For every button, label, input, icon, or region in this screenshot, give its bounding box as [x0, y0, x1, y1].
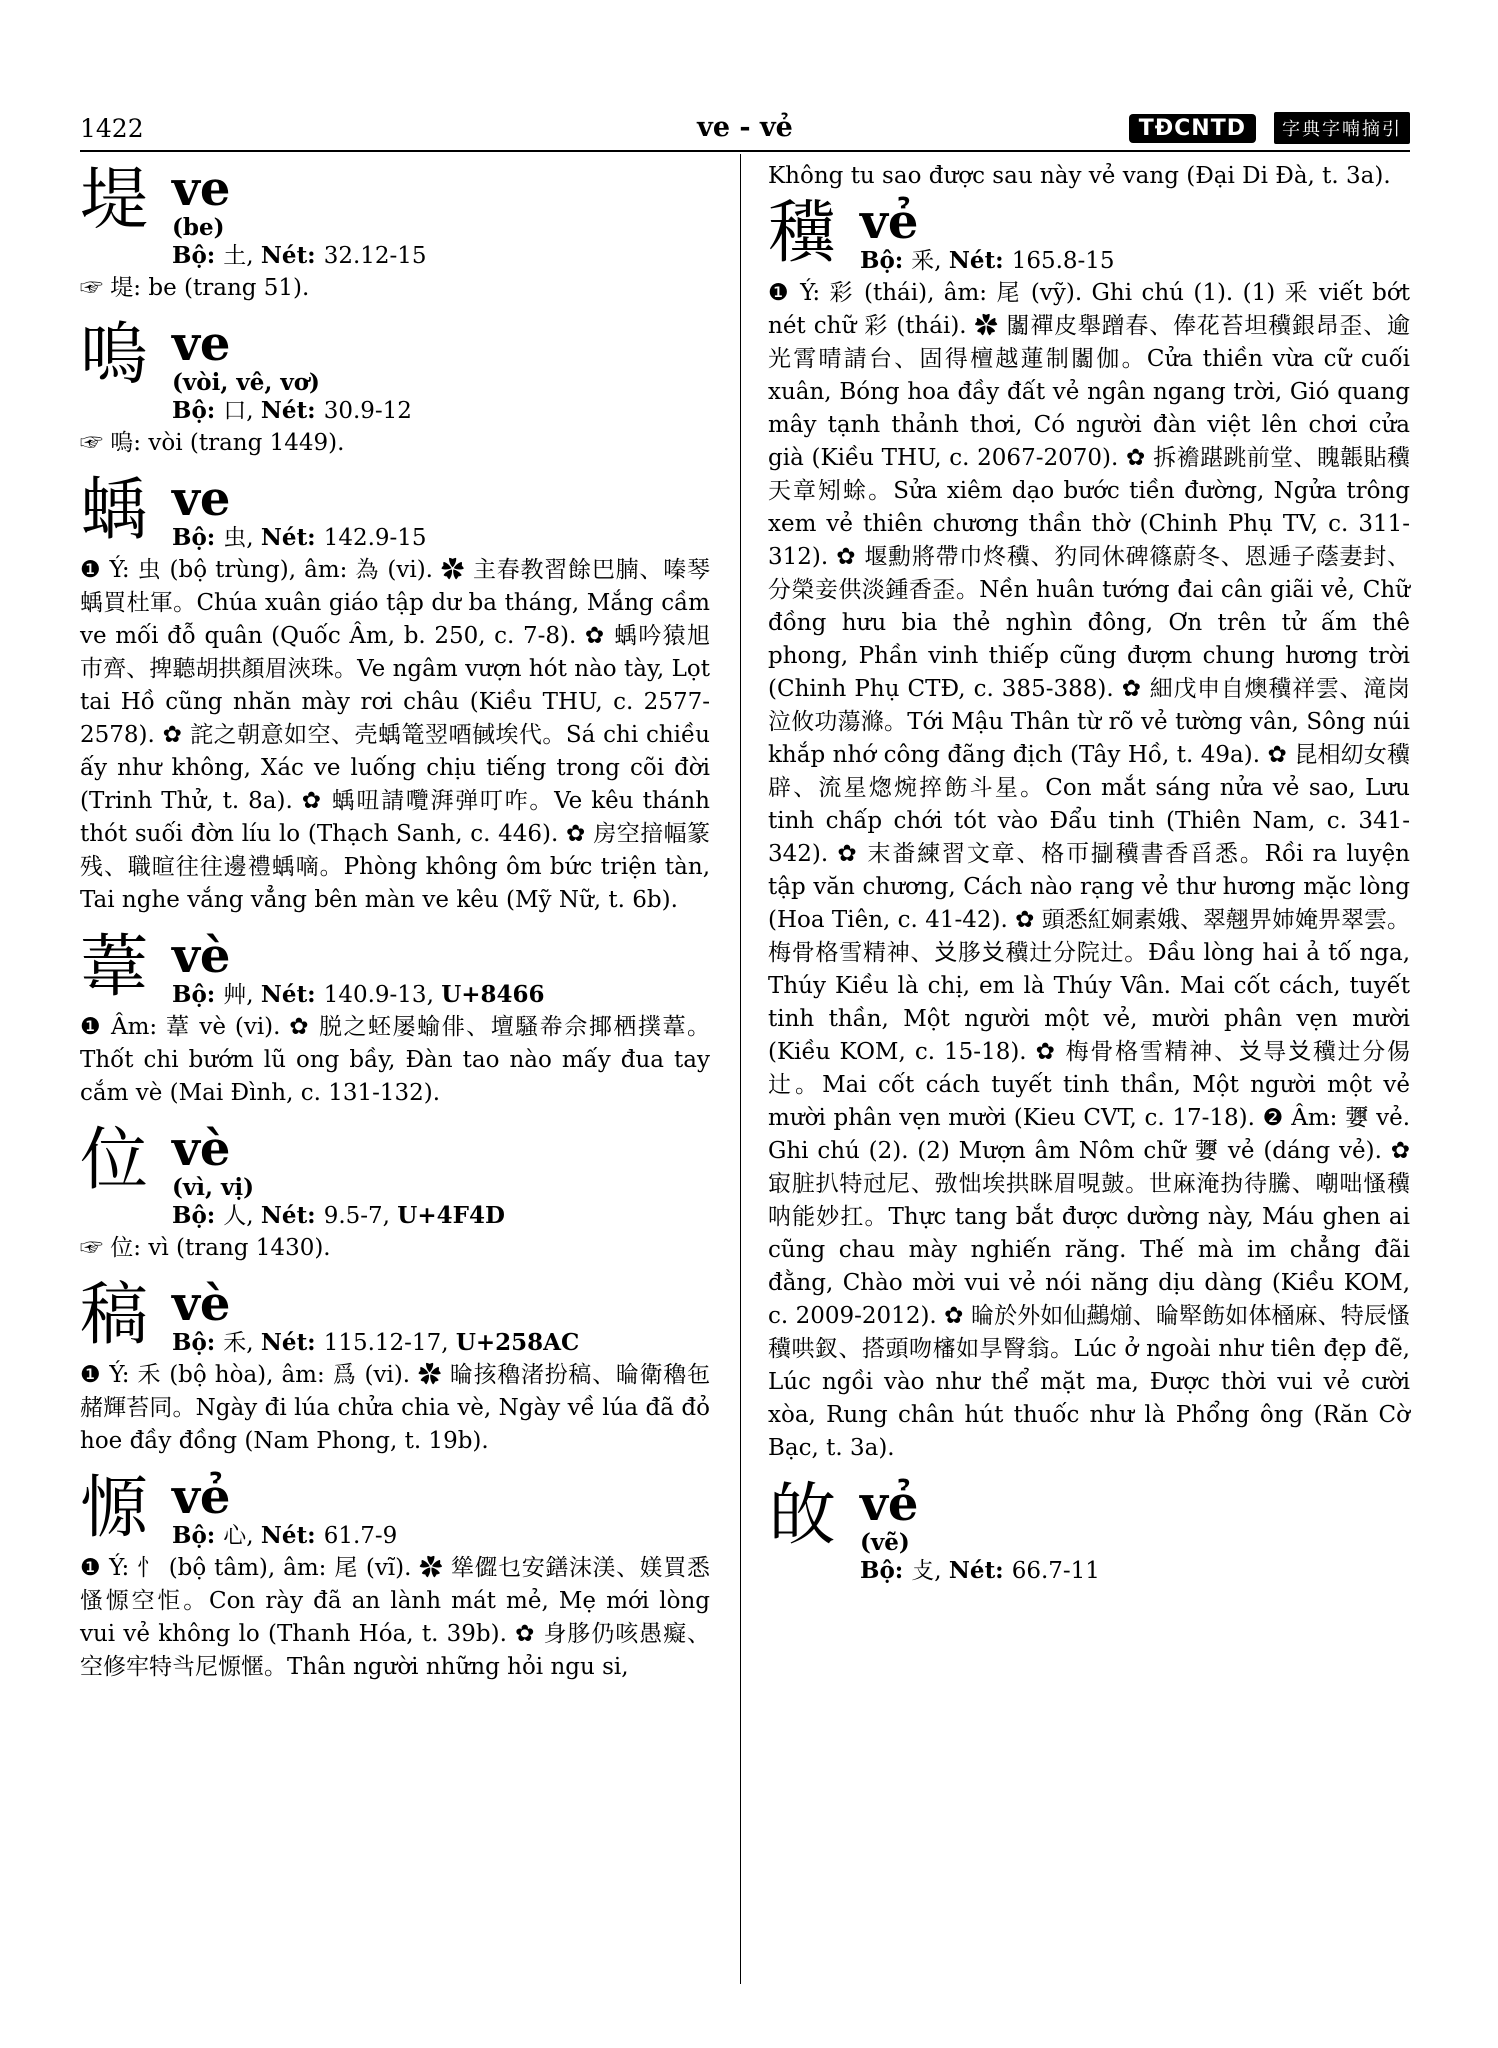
code-separator: ,: [441, 1330, 456, 1356]
entry-head: [768, 1475, 1410, 1585]
headword-reading: vẻ: [172, 1469, 231, 1525]
radical-label: Bộ:: [172, 1329, 224, 1356]
stroke-label: Nét:: [948, 1557, 1012, 1584]
header-rule: [80, 150, 1410, 152]
radical-stroke-info: [172, 242, 427, 270]
headword-character: 位: [80, 1121, 149, 1200]
unicode-code: U+258AC: [455, 1329, 580, 1356]
left-column: [80, 160, 710, 1694]
entry-head: [80, 1275, 710, 1357]
dictionary-entry: [80, 927, 710, 1110]
headword-character: 䆊: [768, 194, 837, 273]
radical-stroke-info: [172, 524, 427, 552]
stroke-value: 32.12-15: [323, 243, 427, 269]
alternate-readings: (be): [172, 214, 225, 241]
dictionary-entry: [768, 193, 1410, 1465]
alternate-readings: (vòi, vê, vơ): [172, 369, 320, 396]
right-column: [768, 160, 1410, 1595]
page-header: [80, 112, 1410, 152]
radical-label: Bộ:: [172, 524, 224, 551]
headword-block: [172, 160, 427, 270]
dictionary-entry: [768, 1475, 1410, 1585]
radical-stroke-info: [860, 247, 1115, 275]
stroke-label: Nét:: [260, 242, 324, 269]
headword-character: 蝺: [80, 471, 149, 550]
radical-value: 口,: [223, 398, 261, 424]
cross-reference: ☞ 嗚: vòi (trang 1449).: [80, 430, 345, 456]
headword-reading: vè: [172, 928, 231, 984]
headword-character: 㥳: [80, 1469, 149, 1548]
radical-value: 攴,: [911, 1558, 949, 1584]
headword-reading: vẻ: [860, 1476, 919, 1532]
stroke-value: 115.12-17: [323, 1330, 442, 1356]
running-title: ve - vẻ: [697, 112, 793, 143]
logo-dictionary-seal: 字典字喃摘引: [1274, 112, 1410, 144]
radical-label: Bộ:: [172, 1202, 224, 1229]
radical-stroke-info: [172, 1202, 505, 1230]
radical-stroke-info: [172, 1329, 579, 1357]
headword-block: [860, 1475, 1100, 1585]
definition-text: ❶ Ý: 禾 (bộ hòa), âm: 爲 (vi). ✿ 㫻㧡穭渚扮稿、㫻衛穭㐌赭輝苔同。Ngày đi lúa chửa chia vè, Ngày về lúa đã đỏ hoe đầy đồng (Nam Phong, t. 19b).: [80, 1362, 710, 1454]
stroke-value: 142.9-15: [323, 525, 427, 551]
definition-text: ❶ Ý: 忄 (bộ tâm), âm: 尾 (vĩ). ✿ 㹐㒊乜安鐥沫渼、媄買悉慅㥳空怇。Con rày đã an lành mát mẻ, Mẹ mới lòng vui vẻ không lo (Thanh Hóa, t. 39b). ✿ 身䏧仍咳愚癡、空修牢特㪲尼㥳㥾。Thân người những hỏi ngu si,: [80, 1555, 710, 1680]
alternate-readings: (vẽ): [860, 1529, 910, 1556]
definition-text: ❶ Ý: 彩 (thái), âm: 尾 (vỹ). Ghi chú (1). (1) 釆 viết bớt nét chữ 彩 (thái). ✿ 闟禪皮舉蹭春、俸花苔坦䆊銀昂歪、逾光霄晴請台、固得檀越蓮制闟伽。Cửa thiền vừa cữ cuối xuân, Bóng hoa đầy đất vẻ ngân ngang trời, Gió quang mây tạnh thảnh thơi, Có người đàn việt lên chơi cửa già (Kiều THU, c. 2067-2070). ✿ 拆襜踸跳前堂、䁛韔貼䆊天章矧蜍。Sửa xiêm dạo bước tiền đường, Ngửa trông xem vẻ thiên chương thần thờ (Chinh Phụ TV, c. 311-312). ✿ 堰勳將帶巾炵䆊、犳同休碑篠蔚冬、恩逓子蔭妻封、分榮妾供淡鍾香歪。Nền huân tướng đai cân giãi vẻ, Chữ đồng hưu bia thẻ nghìn đông, Ơn trên tử ấm thê phong, Phần vinh thiếp cũng đượm chung hương trời (Chinh Phụ CTĐ, c. 385-388). ✿ 細戊申自燠䆊祥雲、滝岗泣攸功蕩滌。Tới Mậu Thân từ rõ vẻ tường vân, Sông núi khắp nhớ công đãng địch (Tây Hồ, t. 49a). ✿ 昆相㓜女䆊辟、流星㷓焥捽飭斗星。Con mắt sáng nửa vẻ sao, Lưu tinh chấp chới tót vào Đẩu tinh (Thiên Nam, c. 341-342). ✿ 末畨練習文章、格帀㨽䆊書香㸓悉。Rồi ra luyện tập văn chương, Cách nào rạng vẻ thư hương mặc lòng (Hoa Tiên, c. 41-42). ✿ 頭悉紅姛素娥、翠翹畀姉㛪畀翠雲。梅骨格雪精神、𠬠䏧𠬠䆊辻分院辻。Đầu lòng hai ả tố nga, Thúy Kiều là chị, em là Thúy Vân. Mai cốt cách, tuyết tinh thần, Một người một vẻ, mười phân vẹn mười (Kiều KOM, c. 15-18). ✿ 梅骨格雪精神、𠬠㝵𠬠䆊辻分㑥辻。Mai cốt cách tuyết tinh thần, Một người một vẻ mười phân vẹn mười (Kieu CVT, c. 17-18). ❷ Âm: 㜷 vẻ. Ghi chú (2). (2) Mượn âm Nôm chữ 㜷 vẻ (dáng vẻ). ✿ 㝡脏扒特㝴尼、㢸㤕埃拱眯眉哯皷。世麻淹㧑待騰、嘲咄慅䆊呐能妙扛。Thực tang bắt được dường này, Máu ghen ai cũng chau mày nghiến răng. Thế mà im chẳng đãi đằng, Chào mời vui vẻ nói năng dịu dàng (Kiều KOM, c. 2009-2012). ✿ 㫻於外如仙䴏㷙、㫻㹂飭如体㮭麻、特辰慅䆊哄釵、搭頭吻㰂如㫗㬾翁。Lúc ở ngoài như tiên đẹp đẽ, Lúc ngồi vào như thể mặt ma, Được thời vui vẻ cười xòa, Rung chân hút thuốc như là Phổng ông (Răn Cờ Bạc, t. 3a).: [768, 280, 1410, 1461]
radical-stroke-info: [172, 981, 545, 1009]
stroke-label: Nét:: [260, 524, 324, 551]
logo-tdcntd: TĐCNTD: [1129, 114, 1256, 143]
headword-reading: ve: [172, 316, 231, 372]
page-number: 1422: [80, 114, 144, 143]
headword-character: 堤: [80, 161, 149, 240]
radical-label: Bộ:: [172, 242, 224, 269]
code-separator: ,: [382, 1203, 398, 1229]
radical-value: 土,: [223, 243, 261, 269]
radical-label: Bộ:: [172, 1522, 224, 1549]
headword-reading: ve: [172, 161, 231, 217]
stroke-label: Nét:: [260, 1522, 324, 1549]
radical-value: 虫,: [223, 525, 261, 551]
radical-stroke-info: [172, 1522, 397, 1550]
headword-block: [172, 1275, 579, 1357]
headword-block: [172, 470, 427, 552]
headword-block: [172, 1468, 397, 1550]
stroke-value: 9.5-7: [323, 1203, 383, 1229]
dictionary-entry: [80, 1468, 710, 1684]
stroke-label: Nét:: [260, 1202, 324, 1229]
stroke-value: 165.8-15: [1011, 248, 1115, 274]
cross-reference: ☞ 堤: be (trang 51).: [80, 275, 310, 301]
headword-character: 嗚: [80, 316, 149, 395]
definition-text: ❶ Ý: 虫 (bộ trùng), âm: 為 (vi). ✿ 主春教習餘巴腩、嗪琴蝺買杜軍。Chúa xuân giáo tập dư ba tháng, Mắng cầm ve mối đỗ quân (Quốc Âm, b. 250, c. 7-8). ✿ 蝺吟猿旭巿齊、捭聽胡拱顏眉浹珠。Ve ngâm vượn hót nào tày, Lọt tai Hồ cũng nhăn mày rơi châu (Kiều THU, c. 2577-2578). ✿ 詫之朝意如空、壳蝺篭翌唒戫埃代。Sá chi chiều ấy như không, Xác ve luống chịu tiếng trong cõi đời (Trinh Thử, t. 8a). ✿ 蝺吜請囕湃弹叮咋。Ve kêu thánh thót suối đờn líu lo (Thạch Sanh, c. 446). ✿ 房空揞幅篆残、職暄往往邊禮蝺嘀。Phòng không ôm bức triện tàn, Tai nghe vắng vẳng bên màn ve kêu (Mỹ Nữ, t. 6b).: [80, 557, 710, 913]
headword-character: 稿: [80, 1276, 149, 1355]
definition-text: ❶ Âm: 葦 vè (vi). ✿ 脱之蚽屡蝓俳、壇騷帣佘揶栖撲葦。Thốt chi bướm lũ ong bầy, Đàn tao nào mấy đua tay cắm vè (Mai Đình, c. 131-132).: [80, 1014, 710, 1106]
stroke-label: Nét:: [948, 247, 1012, 274]
radical-value: 禾,: [223, 1330, 261, 1356]
entry-head: [80, 1468, 710, 1550]
stroke-label: Nét:: [260, 981, 324, 1008]
entry-head: [768, 193, 1410, 275]
entry-head: [80, 315, 710, 425]
stroke-label: Nét:: [260, 397, 324, 424]
dictionary-entry: [80, 160, 710, 305]
radical-label: Bộ:: [860, 1557, 912, 1584]
stroke-label: Nét:: [260, 1329, 324, 1356]
stroke-value: 66.7-11: [1011, 1558, 1100, 1584]
stroke-value: 61.7-9: [323, 1523, 398, 1549]
headword-reading: vẻ: [860, 194, 919, 250]
dictionary-entry: [80, 1275, 710, 1458]
radical-value: 人,: [223, 1203, 261, 1229]
unicode-code: U+8466: [441, 981, 545, 1008]
headword-reading: ve: [172, 471, 231, 527]
headword-character: 葦: [80, 928, 149, 1007]
radical-value: 艸,: [223, 982, 261, 1008]
radical-stroke-info: [860, 1557, 1100, 1585]
stroke-value: 140.9-13: [323, 982, 427, 1008]
headword-block: [172, 927, 545, 1009]
code-separator: ,: [426, 982, 442, 1008]
entry-head: [80, 927, 710, 1009]
radical-label: Bộ:: [172, 397, 224, 424]
entry-head: [80, 160, 710, 270]
unicode-code: U+4F4D: [397, 1202, 505, 1229]
stroke-value: 30.9-12: [323, 398, 412, 424]
headword-character: 敀: [768, 1476, 837, 1555]
entry-head: [80, 1120, 710, 1230]
dictionary-entry: [80, 315, 710, 460]
headword-block: [172, 1120, 505, 1230]
headword-block: [860, 193, 1115, 275]
headword-reading: vè: [172, 1121, 231, 1177]
column-divider: [740, 154, 741, 1984]
radical-stroke-info: [172, 397, 412, 425]
dictionary-entry: [80, 470, 710, 917]
publisher-logos: [1129, 112, 1410, 144]
cross-reference: ☞ 位: vì (trang 1430).: [80, 1235, 331, 1261]
radical-label: Bộ:: [860, 247, 912, 274]
dictionary-entry: [80, 1120, 710, 1265]
entry-head: [80, 470, 710, 552]
headword-block: [172, 315, 412, 425]
alternate-readings: (vì, vị): [172, 1174, 254, 1201]
radical-label: Bộ:: [172, 981, 224, 1008]
radical-value: 釆,: [911, 248, 949, 274]
continued-text: Không tu sao được sau này vẻ vang (Đại Di Đà, t. 3a).: [768, 163, 1391, 189]
headword-reading: vè: [172, 1276, 231, 1332]
radical-value: 心,: [223, 1523, 261, 1549]
